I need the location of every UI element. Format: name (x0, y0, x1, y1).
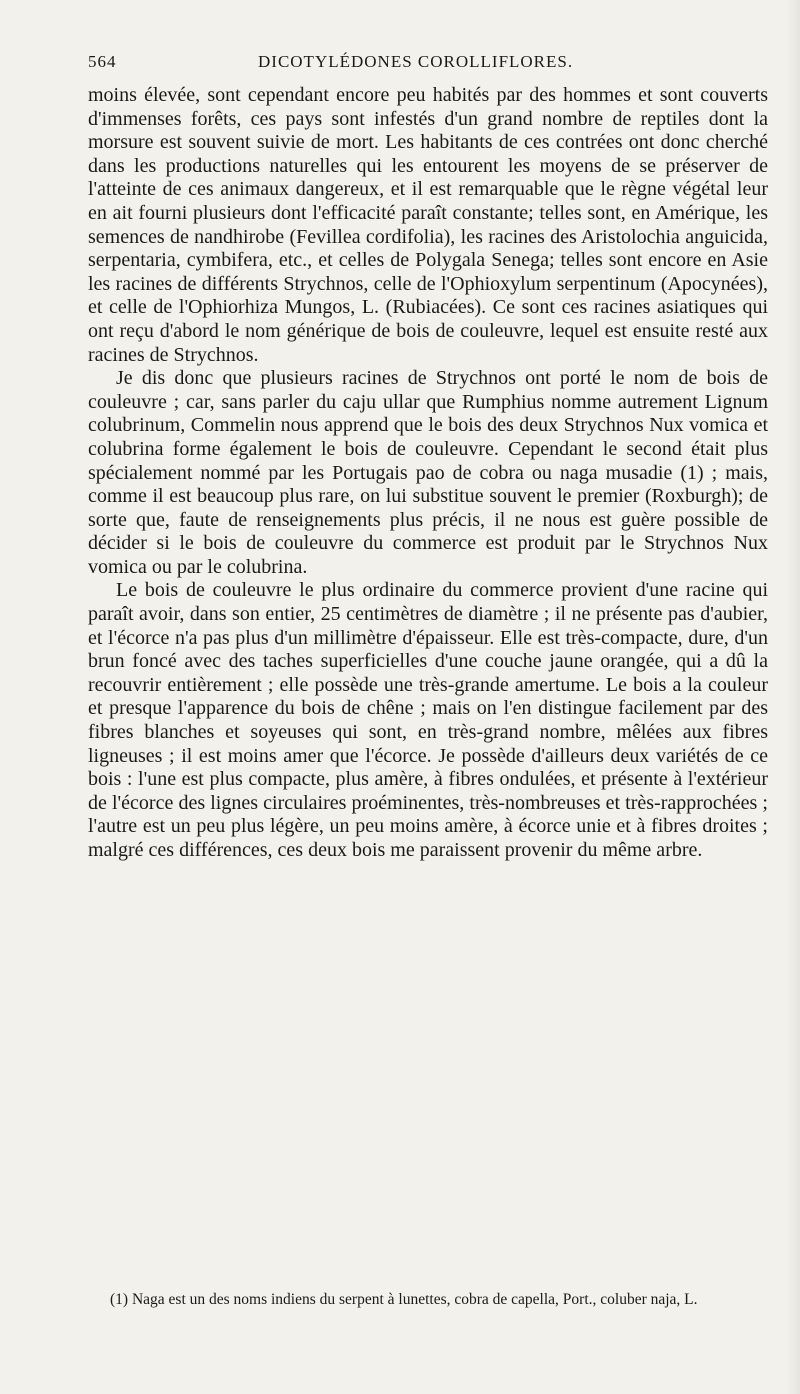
paragraph-strychnos-names: Je dis donc que plusieurs racines de Strychnos ont porté le nom de bois de couleuvre ; car, sans parler du caju ullar que Rumphius nomme autrement Lignum colubrinum, Commelin nous apprend que le bois des deux Strychnos Nux vomica et colubrina forme également le bois de couleuvre. Cependant le second était plus spécialement nommé par les Portugais pao de cobra ou naga musadie (1) ; mais, comme il est beaucoup plus rare, on lui substitue souvent le premier (Roxburgh); de sorte que, faute de renseignements plus précis, il ne nous est guère possible de décider si le bois de couleuvre du commerce est produit par le Strychnos Nux vomica ou par le colubrina. (88, 367, 768, 578)
running-head (88, 52, 768, 76)
running-title: DICOTYLÉDONES COROLLIFLORES. (258, 52, 574, 71)
page-number: 564 (88, 52, 117, 71)
paragraph-wood-description: Le bois de couleuvre le plus ordinaire du commerce provient d'une racine qui paraît avoir, dans son entier, 25 centimètres de diamètre ; il ne présente pas d'aubier, et l'écorce n'a pas plus d'un millimètre d'épaisseur. Elle est très-compacte, dure, d'un brun foncé avec des taches superficielles d'une couche jaune orangée, qui a dû la recouvrir entièrement ; elle possède une très-grande amertume. Le bois a la couleur et presque l'apparence du bois de chêne ; mais on l'en distingue facilement par des fibres blanches et soyeuses qui sont, en très-grand nombre, mêlées aux fibres ligneuses ; il est moins amer que l'écorce. Je possède d'ailleurs deux variétés de ce bois : l'une est plus compacte, plus amère, à fibres ondulées, et présente à l'extérieur de l'écorce des lignes circulaires proéminentes, très-nombreuses et très-rapprochées ; l'autre est un peu plus légère, un peu moins amère, à écorce unie et à fibres droites ; malgré ces différences, ces deux bois me paraissent provenir du même arbre. (88, 579, 768, 861)
page-edge-shadow (786, 0, 800, 1394)
body-text (88, 84, 768, 863)
paragraph-continued: moins élevée, sont cependant encore peu habités par des hommes et sont couverts d'immenses forêts, ces pays sont infestés d'un grand nombre de reptiles dont la morsure est souvent suivie de mort. Les habitants de ces contrées ont donc cherché dans les productions naturelles qui les entourent les moyens de se préserver de l'atteinte de ces animaux dangereux, et il est remarquable que le règne végétal leur en ait fourni plusieurs dont l'efficacité paraît constante; telles sont, en Amérique, les semences de nandhirobe (Fevillea cordifolia), les racines des Aristolochia anguicida, serpentaria, cymbifera, etc., et celles de Polygala Senega; telles sont encore en Asie les racines de différents Strychnos, celle de l'Ophioxylum serpentinum (Apocynées), et celle de l'Ophiorhiza Mungos, L. (Rubiacées). Ce sont ces racines asiatiques qui ont reçu d'abord le nom générique de bois de couleuvre, lequel est ensuite resté aux racines de Strychnos. (88, 84, 768, 366)
footnote: (1) Naga est un des noms indiens du serpent à lunettes, cobra de capella, Port., coluber naja, L. (110, 1291, 698, 1308)
